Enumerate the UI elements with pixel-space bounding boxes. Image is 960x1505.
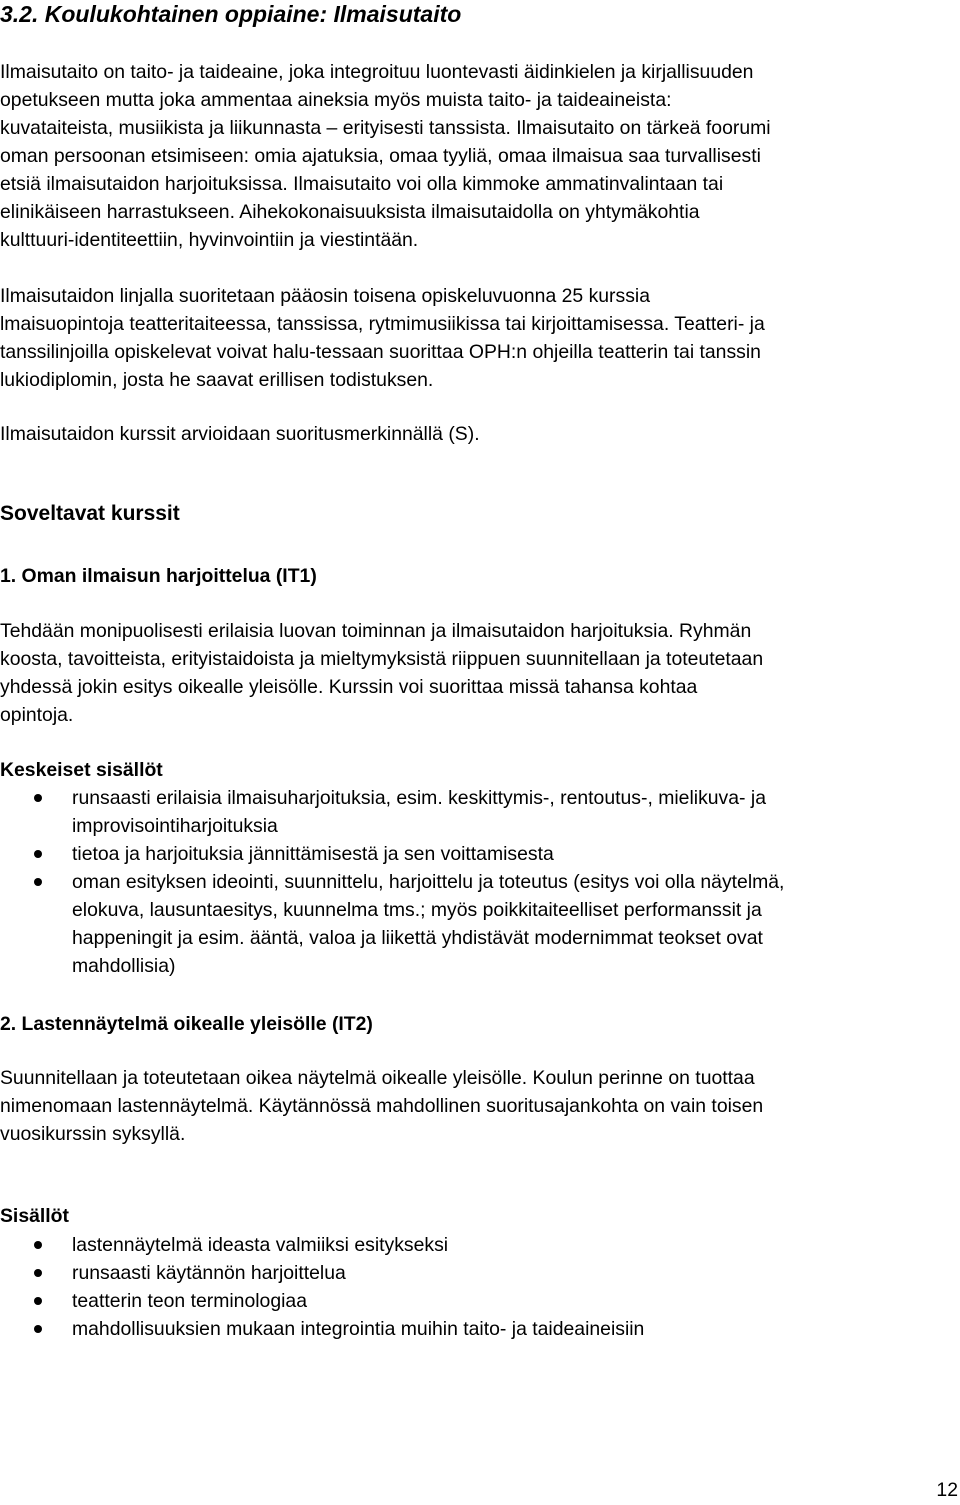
text-line: Ilmaisutaidon linjalla suoritetaan pääosin toisena opiskeluvuonna 25 kurssia: [0, 285, 650, 307]
text-line: nimenomaan lastennäytelmä. Käytännössä mahdollinen suoritusajankohta on vain toisen: [0, 1095, 764, 1117]
text-line: lmaisuopintoja teatteritaiteessa, tanssissa, rytmimusiikissa tai kirjoittamisessa. Teatteri- ja: [0, 313, 765, 335]
text-line: Ilmaisutaidon kurssit arvioidaan suoritusmerkinnällä (S).: [0, 423, 480, 445]
text-line: mahdollisuuksien mukaan integrointia muihin taito- ja taideaineisiin: [72, 1318, 645, 1340]
text-line: improvisointiharjoituksia: [72, 815, 278, 837]
page-number: 12: [936, 1479, 958, 1501]
text-line: lukiodiplomin, josta he saavat erillisen todistuksen.: [0, 369, 434, 391]
text-line: yhdessä jokin esitys oikealle yleisölle. Kurssin voi suorittaa missä tahansa kohtaa: [0, 676, 698, 698]
text-line: oman esityksen ideointi, suunnittelu, harjoittelu ja toteutus (esitys voi olla näytelmä,: [72, 871, 785, 893]
intro-paragraph: [0, 58, 958, 254]
text-line: Suunnitellaan ja toteutetaan oikea näytelmä oikealle yleisölle. Koulun perinne on tuottaa: [0, 1067, 755, 1089]
text-line: happeningit ja esim. ääntä, valoa ja liikettä yhdistävät modernimmat teokset ovat: [72, 927, 763, 949]
course-1-content-list: [0, 784, 958, 980]
text-line: vuosikurssin syksyllä.: [0, 1123, 186, 1145]
text-line: Ilmaisutaito on taito- ja taideaine, joka integroituu luontevasti äidinkielen ja kirjallisuuden: [0, 61, 754, 83]
list-item: [0, 868, 958, 980]
course-2-title: 2. Lastennäytelmä oikealle yleisölle (IT2): [0, 1013, 373, 1035]
text-line: kulttuuri-identiteettiin, hyvinvointiin ja viestintään.: [0, 229, 419, 251]
text-line: koosta, tavoitteista, erityistaidoista ja mieltymyksistä riippuen suunnitellaan ja toteutetaan: [0, 648, 764, 670]
text-line: elokuva, lausuntaesitys, kuunnelma tms.; myös poikkitaiteelliset performanssit ja: [72, 899, 762, 921]
course-2-description: [0, 1064, 958, 1148]
course-1-description: [0, 617, 958, 729]
course-2-content-title: Sisällöt: [0, 1205, 69, 1227]
list-item: [0, 840, 958, 868]
section-title: Soveltavat kurssit: [0, 502, 180, 525]
list-item: [0, 1287, 958, 1315]
course-2-content-list: [0, 1231, 958, 1343]
text-line: mahdollisia): [72, 955, 176, 977]
text-line: opetukseen mutta joka ammentaa aineksia myös muista taito- ja taideaineista:: [0, 89, 672, 111]
text-line: oman persoonan etsimiseen: omia ajatuksia, omaa tyyliä, omaa ilmaisua saa turvallisesti: [0, 145, 761, 167]
text-line: Tehdään monipuolisesti erilaisia luovan toiminnan ja ilmaisutaidon harjoituksia. Ryhmän: [0, 620, 752, 642]
course-1-content-title: Keskeiset sisällöt: [0, 759, 163, 781]
text-line: elinikäiseen harrastukseen. Aihekokonaisuuksista ilmaisutaidolla on yhtymäkohtia: [0, 201, 700, 223]
text-line: kuvataiteista, musiikista ja liikunnasta – erityisesti tanssista. Ilmaisutaito on tärkeä foorumi: [0, 117, 771, 139]
line-paragraph: [0, 282, 958, 394]
list-item: [0, 1259, 958, 1287]
list-item: [0, 784, 958, 840]
text-line: etsiä ilmaisutaidon harjoituksissa. Ilmaisutaito voi olla kimmoke ammatinvalintaan tai: [0, 173, 724, 195]
grading-paragraph: [0, 420, 958, 448]
list-item: [0, 1315, 958, 1343]
course-1-title: 1. Oman ilmaisun harjoittelua (IT1): [0, 565, 317, 587]
text-line: lastennäytelmä ideasta valmiiksi esitykseksi: [72, 1234, 449, 1256]
text-line: runsaasti erilaisia ilmaisuharjoituksia, esim. keskittymis-, rentoutus-, mielikuva- ja: [72, 787, 766, 809]
text-line: teatterin teon terminologiaa: [72, 1290, 307, 1312]
text-line: tanssilinjoilla opiskelevat voivat halu-tessaan suorittaa OPH:n ohjeilla teatterin tai tanssin: [0, 341, 761, 363]
text-line: runsaasti käytännön harjoittelua: [72, 1262, 346, 1284]
text-line: opintoja.: [0, 704, 74, 726]
list-item: [0, 1231, 958, 1259]
text-line: tietoa ja harjoituksia jännittämisestä ja sen voittamisesta: [72, 843, 554, 865]
chapter-heading: 3.2. Koulukohtainen oppiaine: Ilmaisutaito: [0, 1, 462, 27]
